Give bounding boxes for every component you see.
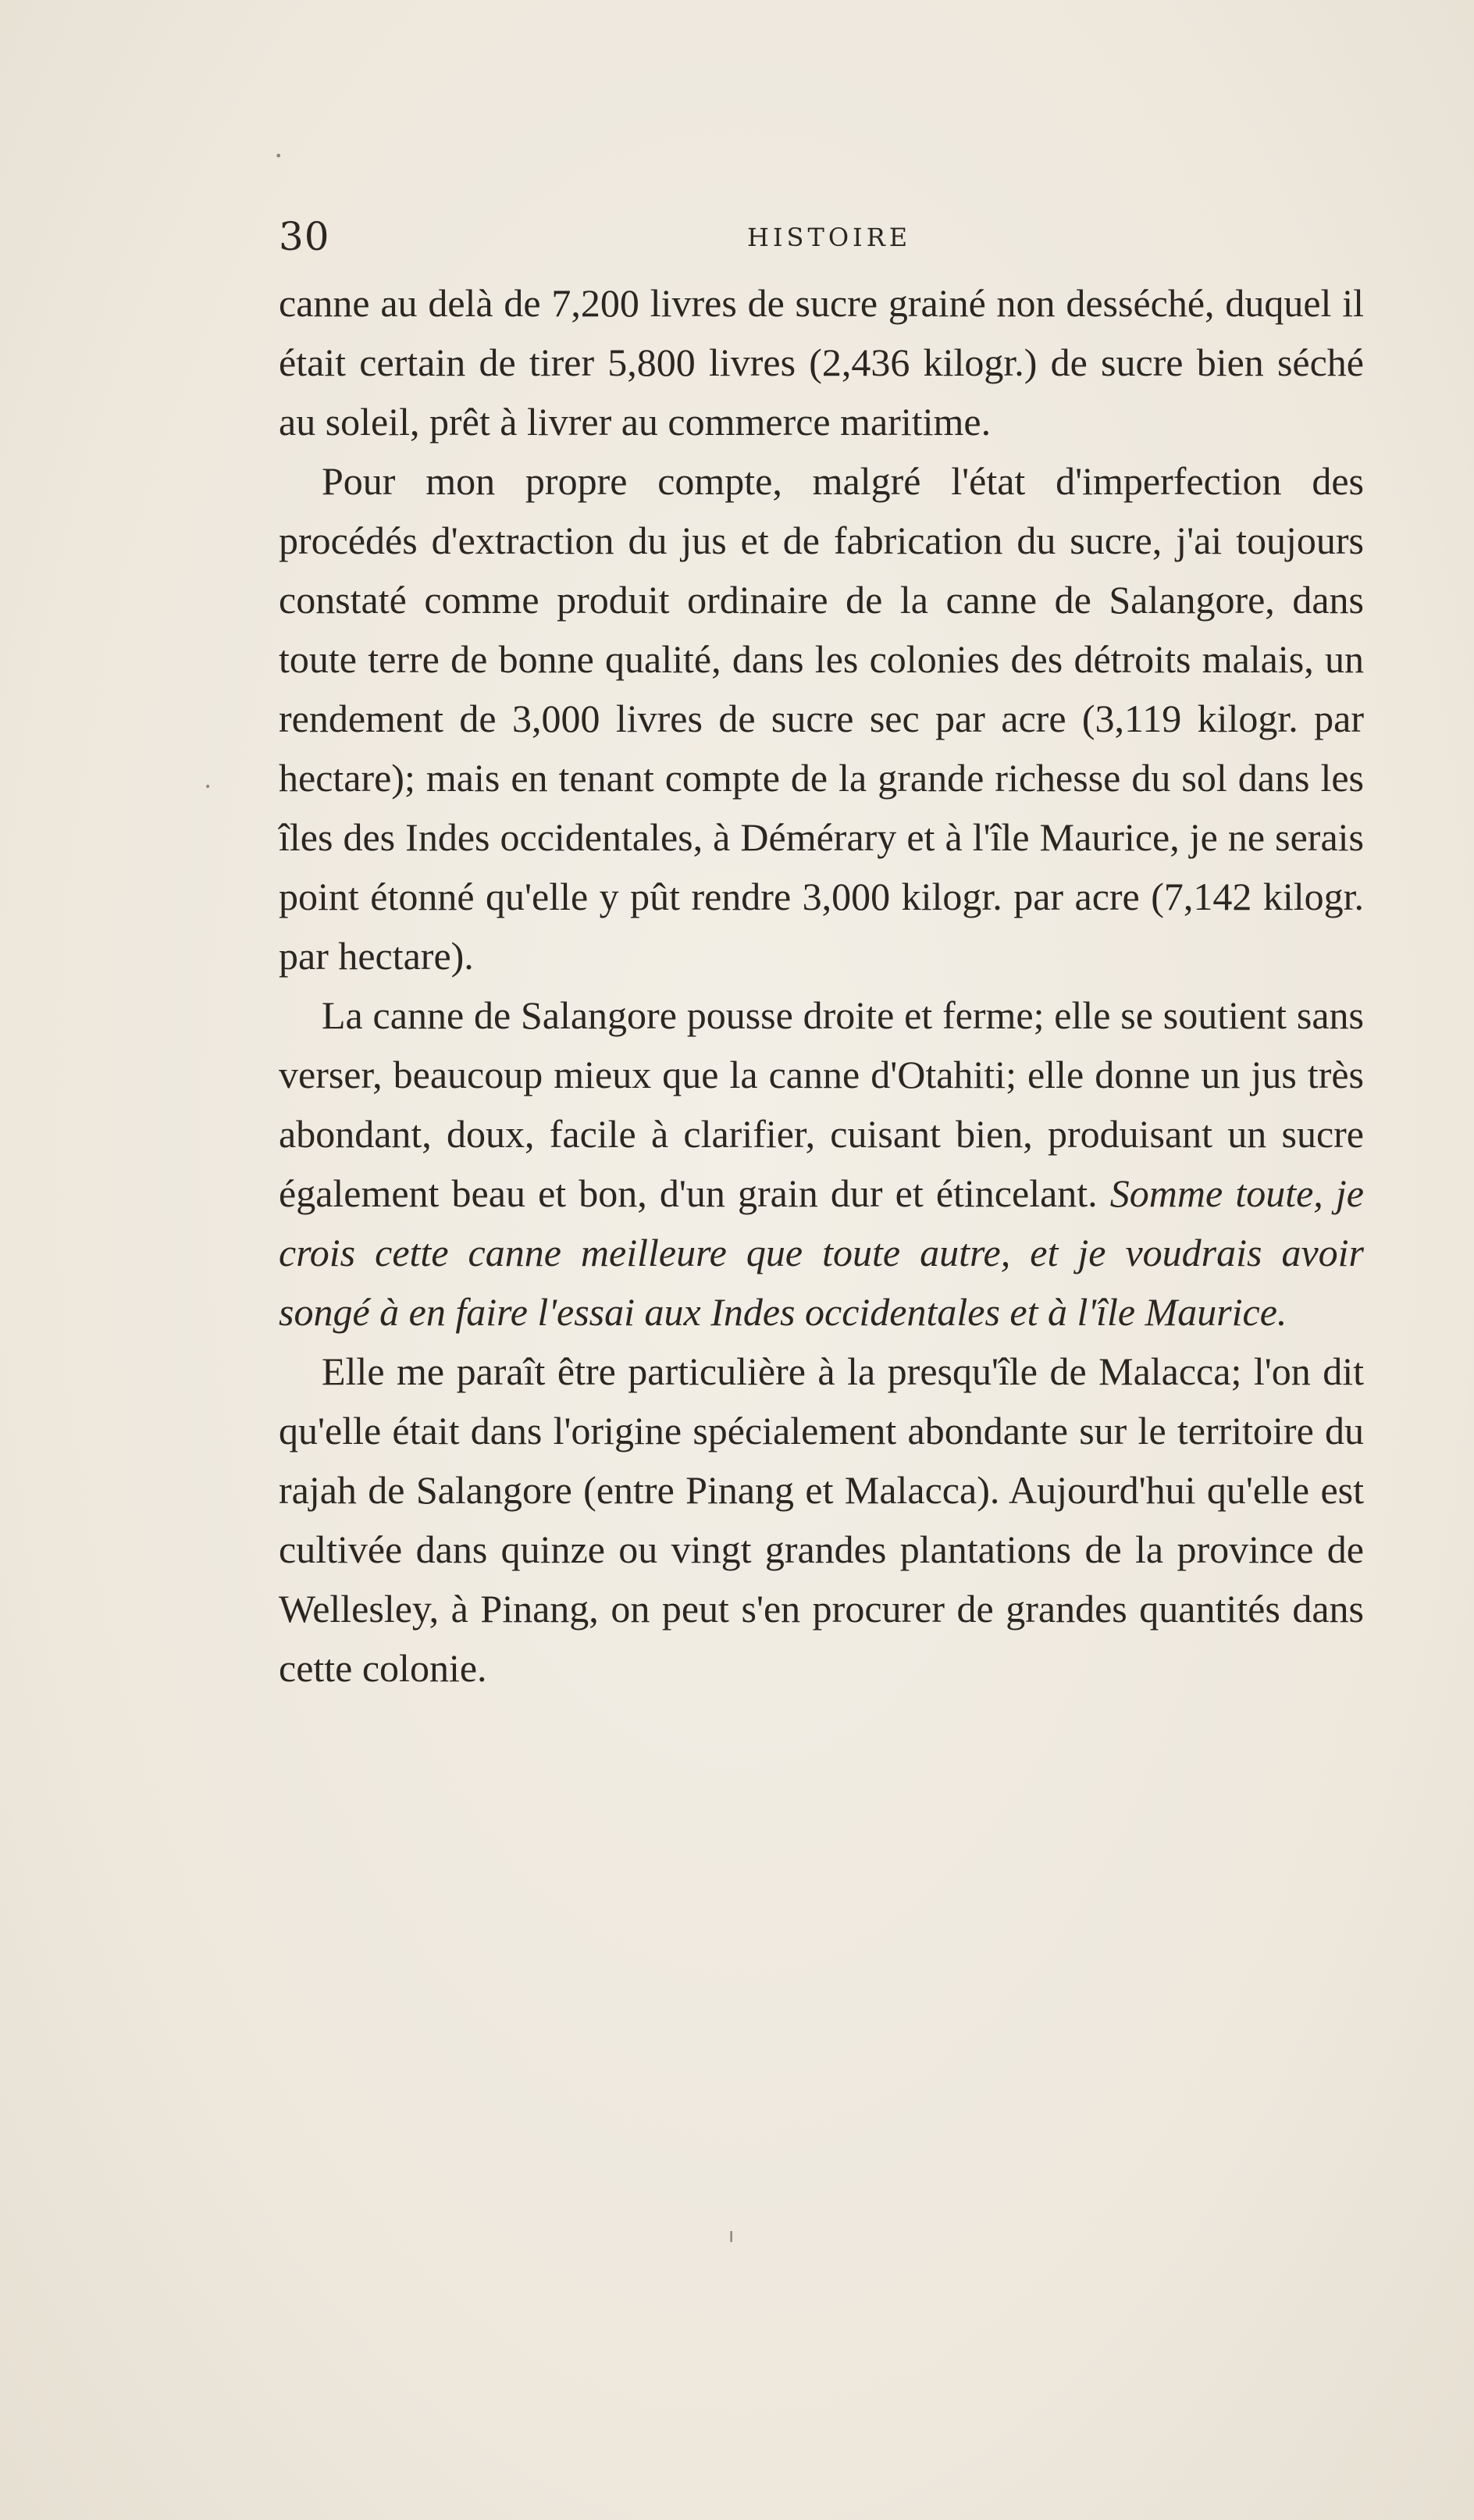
text-run: canne au delà de 7,200 livres de sucre grainé non desséché, duquel il était certain de tirer 5,800 livres (2,436 kilogr.) de sucre bien séché au soleil, prêt à livrer au commerce maritime.: [279, 281, 1364, 444]
running-head: HISTOIRE: [747, 223, 912, 252]
paragraph: [279, 273, 1364, 451]
text-run: Elle me paraît être particulière à la presqu'île de Malacca; l'on dit qu'elle était dans l'origine spécialement abondante sur le territoire du rajah de Salangore (entre Pinang et Malacca). Aujourd'hui qu'elle est cultivée dans quinze ou vingt grandes plantations de la province de Wellesley, à Pinang, on peut s'en procurer de grandes quantités dans cette colonie.: [279, 1349, 1364, 1690]
italic-text-run: Somme toute, je crois cette canne meilleure que toute autre, et je voudrais avoir songé à en faire l'essai aux Indes occidentales et à l'île Maurice.: [279, 1171, 1365, 1334]
text-run: La canne de Salangore pousse droite et ferme; elle se soutient sans verser, beaucoup mieux que la canne d'Otahiti; elle donne un jus très abondant, doux, facile à clarifier, cuisant bien, produisant un sucre également beau et bon, d'un grain dur et étincelant.: [279, 993, 1364, 1215]
ink-speck: ı: [728, 2224, 735, 2247]
body-text: [279, 273, 1364, 1698]
paragraph: [279, 986, 1364, 1342]
paragraph: [279, 1342, 1364, 1698]
page-header: [279, 209, 1364, 264]
paragraph: [279, 451, 1364, 986]
ink-speck: •: [275, 148, 283, 163]
text-run: Pour mon propre compte, malgré l'état d'imperfection des procédés d'extraction du jus et de fabrication du sucre, j'ai toujours constaté comme produit ordinaire de la canne de Salangore, dans toute terre de bonne qualité, dans les colonies des détroits malais, un rendement de 3,000 livres de sucre sec par acre (3,119 kilogr. par hectare); mais en tenant compte de la grande richesse du sol dans les îles des Indes occidentales, à Démérary et à l'île Maurice, je ne serais point étonné qu'elle y pût rendre 3,000 kilogr. par acre (7,142 kilogr. par hectare).: [279, 459, 1364, 978]
ink-speck: •: [205, 781, 212, 793]
page-number: 30: [279, 214, 330, 259]
